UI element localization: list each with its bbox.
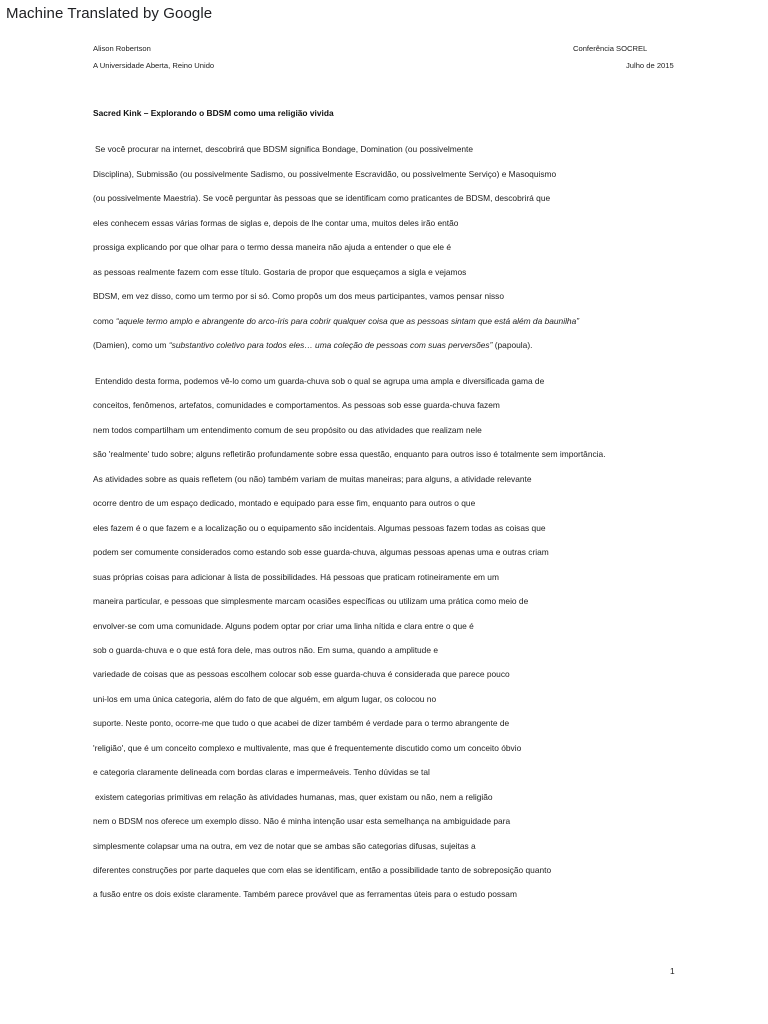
text-line: Entendido desta forma, podemos vê-lo como um guarda-chuva sob o qual se agrupa uma ampla e diversificada gama de — [95, 376, 545, 386]
text-line: uni-los em uma única categoria, além do fato de que alguém, em algum lugar, os colocou no — [93, 693, 437, 704]
text-line: simplesmente colapsar uma na outra, em vez de notar que se ambas são categorias difusas, sujeitas a — [93, 840, 476, 851]
text-line: nem todos compartilham um entendimento comum de seu propósito ou das atividades que realizam nele — [93, 424, 482, 435]
quote-span: “substantivo coletivo para todos eles… uma coleção de pessoas com suas perversões” — [168, 340, 493, 350]
text-line: são 'realmente' tudo sobre; alguns refletirão profundamente sobre essa questão, enquanto para outros isso é totalmente sem importância. — [93, 449, 606, 460]
text-span: como — [93, 316, 116, 326]
text-line — [93, 316, 579, 326]
text-line: ocorre dentro de um espaço dedicado, montado e equipado para esse fim, enquanto para outros o que — [93, 498, 476, 509]
header-conference: Conferência SOCREL — [573, 44, 648, 53]
text-line: suporte. Neste ponto, ocorre-me que tudo o que acabei de dizer também é verdade para o termo abrangente de — [93, 718, 510, 729]
text-line: BDSM, em vez disso, como um termo por si só. Como propôs um dos meus participantes, vamos pensar nisso — [93, 291, 505, 301]
text-line: 'religião', que é um conceito complexo e multivalente, mas que é frequentemente discutido como um conceito óbvio — [93, 742, 522, 753]
text-line: suas próprias coisas para adicionar à lista de possibilidades. Há pessoas que praticam rotineiramente em um — [93, 571, 499, 582]
text-line: podem ser comumente considerados como estando sob esse guarda-chuva, algumas pessoas apenas uma e outras criam — [93, 547, 549, 558]
page-number: 1 — [670, 966, 675, 976]
text-line: as pessoas realmente fazem com esse título. Gostaria de propor que esqueçamos a sigla e vejamos — [93, 267, 467, 277]
text-line: e categoria claramente delineada com bordas claras e impermeáveis. Tenho dúvidas se tal — [93, 767, 430, 778]
header-author: Alison Robertson — [93, 44, 151, 53]
text-span: (Damien), como um — [93, 340, 169, 350]
translation-banner: Machine Translated by Google — [6, 5, 213, 22]
quote-span: “aquele termo amplo e abrangente do arco-íris para cobrir qualquer coisa que as pessoas sintam que está além da baunilha” — [115, 316, 580, 326]
document-title: Sacred Kink – Explorando o BDSM como uma religião vivida — [93, 108, 334, 118]
text-line: prossiga explicando por que olhar para o termo dessa maneira não ajuda a entender o que ele é — [93, 242, 452, 252]
text-line: nem o BDSM nos oferece um exemplo disso. Não é minha intenção usar esta semelhança na ambiguidade para — [93, 816, 511, 827]
text-line: As atividades sobre as quais refletem (ou não) também variam de muitas maneiras; para alguns, a atividade relevante — [93, 473, 532, 484]
text-line: maneira particular, e pessoas que simplesmente marcam ocasiões específicas ou utilizam uma prática como meio de — [93, 596, 529, 607]
text-line: eles fazem é o que fazem e a localização ou o equipamento são incidentais. Algumas pessoas fazem todas as coisas que — [93, 522, 546, 533]
text-line: Se você procurar na internet, descobrirá que BDSM significa Bondage, Domination (ou possivelmente — [95, 144, 474, 154]
text-line: eles conhecem essas várias formas de siglas e, depois de lhe contar uma, muitos deles irão então — [93, 218, 459, 228]
text-line: sob o guarda-chuva e o que está fora dele, mas outros não. Em suma, quando a amplitude e — [93, 644, 438, 655]
text-line — [93, 340, 532, 350]
text-line: variedade de coisas que as pessoas escolhem colocar sob esse guarda-chuva é considerada que parece pouco — [93, 669, 510, 680]
text-line: a fusão entre os dois existe claramente. Também parece provável que as ferramentas úteis para o estudo possam — [93, 889, 517, 900]
text-line: existem categorias primitivas em relação às atividades humanas, mas, quer existam ou não, nem a religião — [95, 791, 493, 802]
header-institution: A Universidade Aberta, Reino Unido — [93, 61, 215, 70]
text-line: Disciplina), Submissão (ou possivelmente Sadismo, ou possivelmente Escravidão, ou possivelmente Serviço) e Masoquismo — [93, 169, 557, 179]
text-line: (ou possivelmente Maestria). Se você perguntar às pessoas que se identificam como praticantes de BDSM, descobrirá que — [93, 193, 551, 203]
text-line: conceitos, fenômenos, artefatos, comunidades e comportamentos. As pessoas sob esse guarda-chuva fazem — [93, 400, 500, 411]
header-date: Julho de 2015 — [626, 61, 674, 70]
text-line: diferentes construções por parte daqueles que com elas se identificam, então a possibilidade tanto de sobreposição quanto — [93, 865, 552, 875]
text-span: (papoula). — [492, 340, 533, 350]
text-line: envolver-se com uma comunidade. Alguns podem optar por criar uma linha nítida e clara entre o que é — [93, 620, 474, 631]
